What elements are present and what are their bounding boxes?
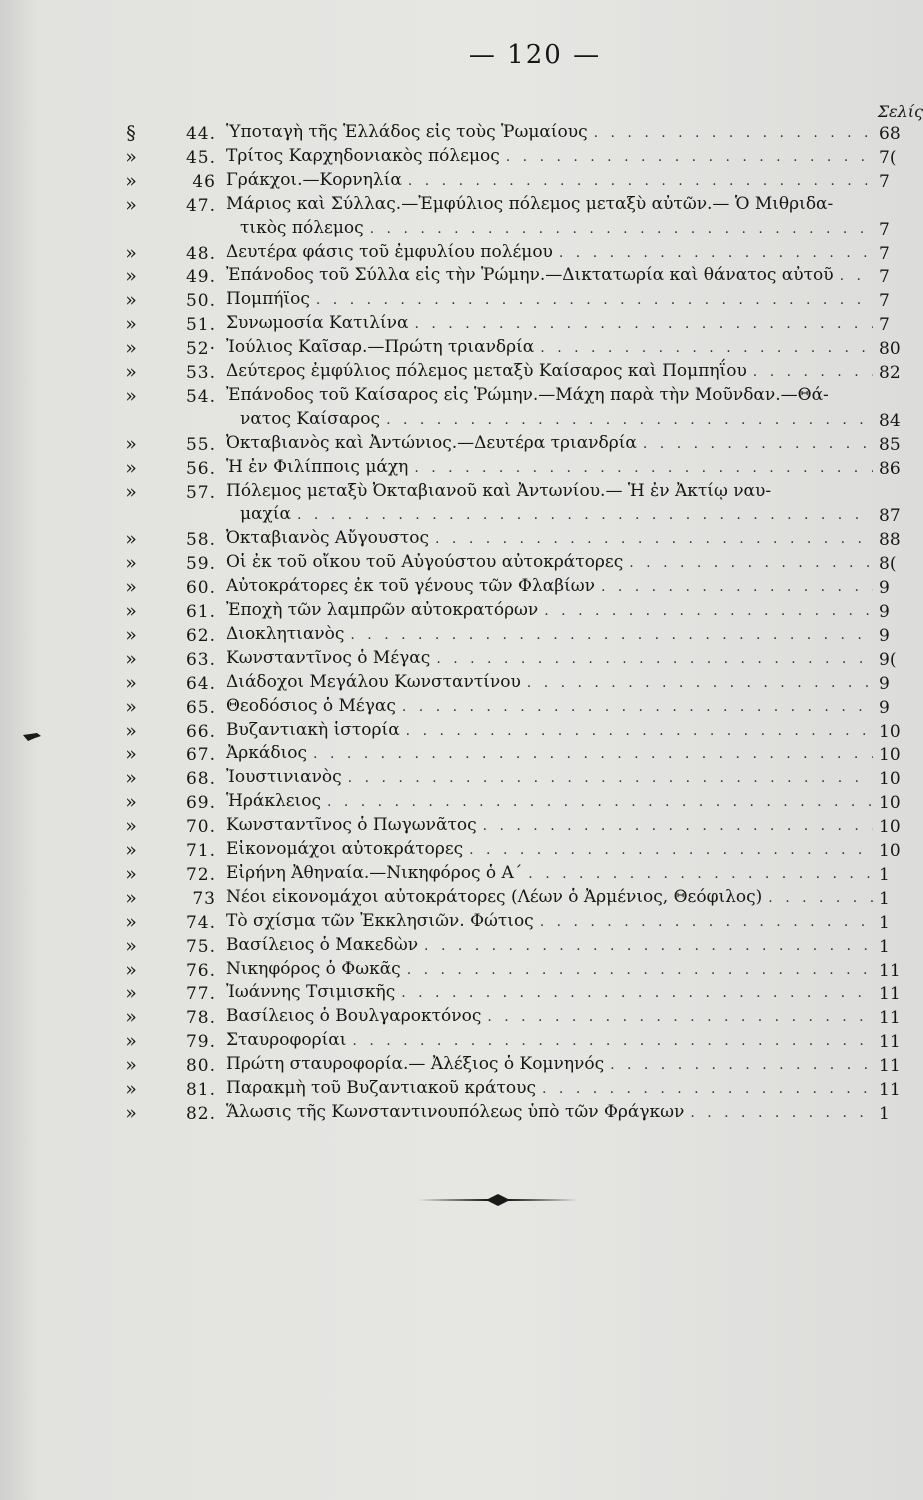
toc-entry-page: 7 — [879, 315, 890, 336]
toc-entry-page: 88 — [879, 530, 901, 551]
toc-entry-title-line — [226, 767, 873, 787]
toc-entry-title: Ἰουστινιανὸς — [226, 767, 342, 788]
toc-entry-number: 77. — [185, 984, 216, 1005]
toc-entry-number: 81. — [185, 1080, 216, 1100]
toc-entry-mark: » — [125, 265, 137, 288]
toc-entry-page: 11 — [879, 960, 901, 981]
toc-entry-number: 56. — [185, 458, 216, 479]
toc-entry-title: Ἡράκλειος — [226, 791, 321, 812]
toc-entry — [0, 526, 923, 550]
toc-entry-title-line — [226, 122, 873, 142]
toc-entry-number: 46 — [192, 171, 216, 192]
toc-entry-title-line — [226, 743, 873, 763]
toc-entry-title-line — [226, 457, 873, 477]
toc-entry-page: 9 — [879, 673, 890, 694]
toc-entry-page: 9 — [879, 578, 890, 599]
toc-entry-page: 82 — [879, 363, 901, 383]
toc-entry-mark: » — [125, 886, 137, 909]
toc-entry-mark: » — [125, 480, 137, 503]
toc-entry — [0, 622, 923, 646]
dot-leader — [370, 221, 873, 237]
toc-entry-page: 10 — [879, 793, 901, 814]
toc-entry-number: 44. — [185, 124, 216, 144]
toc-entry-number: 71. — [185, 841, 216, 861]
toc-entry-title: Αὐτοκράτορες ἐκ τοῦ γένους τῶν Φλαβίων — [226, 576, 595, 597]
toc-entry-title-line — [226, 361, 873, 381]
dot-leader — [401, 985, 873, 1001]
toc-entry-mark: » — [125, 1101, 137, 1124]
dot-leader — [643, 436, 873, 452]
ornament-divider-icon — [418, 1193, 578, 1207]
dot-leader — [540, 914, 873, 930]
toc-entry — [0, 933, 923, 957]
dot-leader — [415, 316, 874, 332]
dot-leader — [414, 460, 873, 476]
dot-leader — [527, 675, 873, 691]
toc-entry-title-line — [226, 170, 873, 190]
dot-leader — [402, 699, 873, 715]
toc-entry-mark: » — [125, 623, 137, 646]
toc-entry-title-line — [226, 1102, 873, 1122]
toc-entry — [0, 1052, 923, 1076]
toc-entry-number: 73 — [192, 888, 216, 909]
toc-entry-number: 49. — [185, 267, 216, 288]
toc-entry — [0, 718, 923, 742]
toc-entry-title-continuation-line — [240, 409, 873, 429]
toc-entry-title-line — [226, 337, 873, 357]
toc-entry-title-line — [226, 1054, 873, 1074]
toc-entry — [0, 574, 923, 598]
toc-entry-number: 76. — [185, 960, 216, 981]
toc-entry-title-line — [226, 481, 873, 501]
toc-entry-number: 55. — [185, 434, 216, 455]
toc-entry-title-line — [226, 624, 873, 644]
toc-entry — [0, 765, 923, 789]
page-column-header: Σελίς — [877, 102, 923, 121]
toc-entry-mark: » — [125, 647, 137, 670]
dot-leader — [297, 507, 873, 523]
toc-entry — [0, 813, 923, 837]
toc-entry — [0, 1004, 923, 1028]
dot-leader — [424, 938, 873, 954]
toc-entry — [0, 383, 923, 431]
dot-leader — [768, 890, 873, 906]
toc-entry-mark: » — [125, 576, 137, 599]
toc-entry-number: 66. — [185, 721, 216, 742]
toc-entry-title: Ὀκταβιανὸς Αὔγουστος — [226, 528, 430, 549]
toc-entry-number: 54. — [185, 386, 216, 407]
toc-entry-page: 7 — [879, 243, 890, 264]
toc-entry-page: 87 — [879, 506, 901, 527]
toc-entry-title: Διοκλητιανὸς — [226, 623, 345, 644]
toc-entry-number: 61. — [185, 602, 216, 622]
toc-entry-page: 7( — [879, 147, 897, 168]
toc-entry — [0, 670, 923, 694]
toc-entry-mark: » — [125, 456, 137, 479]
toc-entry-title-line — [226, 887, 873, 907]
toc-entry — [0, 550, 923, 574]
toc-entry-title-line — [226, 911, 873, 931]
toc-entry-title: Ἐπάνοδος τοῦ Καίσαρος εἰς Ῥώμην.—Μάχη παρὰ τὴν Μοῦνδαν.—Θά- — [226, 384, 829, 405]
toc-entry-title-line — [226, 385, 873, 405]
toc-entry-page: 11 — [879, 1008, 901, 1029]
toc-entry — [0, 598, 923, 622]
toc-entry — [0, 694, 923, 718]
toc-entry-title-line — [226, 815, 873, 835]
toc-entry-page: 11 — [879, 1056, 901, 1077]
toc-entry-number: 63. — [185, 649, 216, 670]
dot-leader — [348, 770, 873, 786]
toc-entry-number: 53. — [185, 363, 216, 383]
dot-leader — [407, 962, 873, 978]
toc-entry-number: 74. — [185, 912, 216, 933]
toc-entry-number: 64. — [185, 673, 216, 694]
dot-leader — [386, 412, 873, 428]
dot-leader — [352, 1033, 873, 1049]
toc-entry-title-line — [226, 576, 873, 596]
toc-entry-title-line — [226, 242, 873, 262]
dot-leader — [540, 340, 873, 356]
toc-entry-number: 47. — [185, 195, 216, 216]
toc-entry-title: Τὸ σχίσμα τῶν Ἐκκλησιῶν. Φώτιος — [226, 910, 534, 931]
dot-leader — [544, 603, 873, 619]
toc-entry-title-line — [226, 696, 873, 716]
dot-leader — [487, 1009, 873, 1025]
toc-entry-mark: » — [125, 695, 137, 718]
toc-entry-title-line — [226, 313, 873, 333]
toc-entry-page: 9 — [879, 602, 890, 622]
toc-entry-page: 84 — [879, 410, 901, 431]
toc-entry — [0, 885, 923, 909]
toc-entry-title-continuation: νατος Καίσαρος — [240, 408, 381, 429]
toc-entry-mark: » — [125, 1054, 137, 1077]
dot-leader — [350, 627, 873, 643]
toc-entry-mark: » — [125, 1078, 137, 1100]
toc-entry-title: Κωνσταντῖνος ὁ Μέγας — [226, 647, 431, 668]
dot-leader — [408, 173, 873, 189]
toc-entry-page: 11 — [879, 984, 901, 1005]
toc-entry-title-line — [226, 146, 873, 166]
toc-entry-number: 65. — [185, 697, 216, 718]
toc-entry-mark: » — [125, 1030, 137, 1053]
toc-entry-title-line — [226, 1030, 873, 1050]
toc-entry-title: Βυζαντιακὴ ἱστορία — [226, 719, 400, 740]
toc-entry-title: Θεοδόσιος ὁ Μέγας — [226, 695, 396, 716]
toc-entry-number: 60. — [185, 578, 216, 599]
toc-entry-title-line — [226, 600, 873, 620]
toc-entry-mark: » — [125, 815, 137, 838]
toc-entry-page: 7 — [879, 219, 890, 240]
toc-entry-mark: » — [125, 145, 137, 168]
toc-entry-page: 10 — [879, 721, 901, 742]
toc-entry — [0, 431, 923, 455]
toc-entry — [0, 287, 923, 311]
toc-entry-title-line — [226, 552, 873, 572]
dot-leader — [601, 579, 873, 595]
toc-entry-mark: » — [125, 1006, 137, 1029]
dot-leader — [469, 842, 873, 858]
toc-entry-mark: » — [125, 862, 137, 885]
toc-entry-page: 7 — [879, 267, 890, 288]
toc-entry-page: 1 — [879, 912, 890, 933]
dot-leader — [690, 1105, 873, 1121]
toc-entry — [0, 1076, 923, 1100]
toc-entry-title: Δεύτερος ἐμφύλιος πόλεμος μεταξὺ Καίσαρος καὶ Πομπηΐου — [226, 361, 747, 381]
dot-leader — [483, 818, 873, 834]
toc-entry-number: 67. — [185, 745, 216, 766]
toc-entry-mark: » — [125, 839, 137, 861]
toc-entry-page: 10 — [879, 841, 901, 861]
toc-entry — [0, 144, 923, 168]
toc-entry-number: 50. — [185, 291, 216, 312]
toc-entry — [0, 240, 923, 264]
toc-entry-title: Ἐπάνοδος τοῦ Σύλλα εἰς τὴν Ῥώμην.—Δικτατωρία καὶ θάνατος αὐτοῦ — [226, 265, 834, 286]
toc-entry-page: 1 — [879, 864, 890, 885]
toc-entry-number: 79. — [185, 1032, 216, 1053]
toc-entry — [0, 479, 923, 527]
stray-ink-mark-icon — [22, 730, 42, 742]
dot-leader — [629, 555, 873, 571]
toc-entry-mark: » — [125, 910, 137, 933]
toc-entry-title-line — [226, 791, 873, 811]
toc-entry-title-line — [226, 265, 873, 285]
toc-entry — [0, 1028, 923, 1052]
toc-entry-title-line — [226, 1006, 873, 1026]
toc-entry-page: 10 — [879, 817, 901, 838]
toc-entry-title-line — [226, 935, 873, 955]
toc-entry-number: 78. — [185, 1008, 216, 1029]
toc-entry-title: Ἰωάννης Τσιμισκῆς — [226, 982, 396, 1003]
toc-entry-mark: » — [125, 289, 137, 312]
toc-entry-page: 1 — [879, 888, 890, 909]
toc-entry — [0, 980, 923, 1004]
toc-entry-page: 85 — [879, 434, 901, 455]
toc-entry-page: 86 — [879, 458, 901, 479]
toc-entry-title: Πόλεμος μεταξὺ Ὀκταβιανοῦ καὶ Ἀντωνίου.— Ἡ ἐν Ἀκτίῳ ναυ- — [226, 480, 772, 501]
page-number: — 120 — — [468, 40, 602, 70]
toc-entry-page: 1 — [879, 1103, 890, 1124]
toc-entry-title-line — [226, 720, 873, 740]
dot-leader — [542, 1081, 873, 1097]
toc-entry-title: Βασίλειος ὁ Μακεδὼν — [226, 934, 419, 955]
toc-entry-title-line — [226, 433, 873, 453]
toc-entry-mark: » — [125, 337, 137, 360]
toc-entry-number: 59. — [185, 554, 216, 575]
toc-entry-title: Δευτέρα φάσις τοῦ ἐμφυλίου πολέμου — [226, 241, 553, 262]
toc-entry-number: 57. — [185, 482, 216, 503]
toc-entry-page: 7 — [879, 291, 890, 312]
toc-entry-mark: » — [125, 934, 137, 957]
toc-entry-mark: » — [125, 528, 137, 551]
toc-entry-title-line — [226, 959, 873, 979]
dot-leader — [313, 746, 873, 762]
toc-entry-page: 9 — [879, 697, 890, 718]
toc-entry — [0, 646, 923, 670]
toc-entry-title: Τρίτος Καρχηδονιακὸς πόλεμος — [226, 145, 500, 166]
toc-entry-page: 1 — [879, 936, 890, 957]
toc-entry-title: Ἐποχὴ τῶν λαμπρῶν αὐτοκρατόρων — [226, 600, 539, 620]
toc-entry-title-line — [226, 528, 873, 548]
toc-entry-mark: » — [125, 671, 137, 694]
toc-entry-mark: » — [125, 767, 137, 790]
toc-entry-mark: » — [125, 313, 137, 336]
toc-entry-title: Κωνσταντῖνος ὁ Πωγωνᾶτος — [226, 815, 477, 836]
toc-entry-title: Ὑποταγὴ τῆς Ἑλλάδος εἰς τοὺς Ῥωμαίους — [226, 122, 588, 142]
toc-entry-mark: » — [125, 600, 137, 622]
toc-entry-mark: § — [126, 122, 136, 144]
toc-entry-mark: » — [125, 791, 137, 814]
toc-entry-title: Σταυροφορίαι — [226, 1030, 347, 1051]
toc-entry-mark: » — [125, 719, 137, 742]
toc-entry-title-continuation-line — [240, 504, 873, 524]
toc-entry — [0, 957, 923, 981]
dot-leader — [406, 723, 873, 739]
toc-entry-title: Παρακμὴ τοῦ Βυζαντιακοῦ κράτους — [226, 1078, 537, 1098]
toc-entry-title: Πρώτη σταυροφορία.— Ἀλέξιος ὁ Κομνηνός — [226, 1054, 605, 1075]
toc-entry-title: Εἰρήνη Ἀθηναία.—Νικηφόρος ὁ Α΄ — [226, 862, 523, 883]
toc-entry-title-line — [226, 672, 873, 692]
toc-entry — [0, 837, 923, 861]
dot-leader — [753, 364, 873, 380]
toc-entry — [0, 741, 923, 765]
toc-entry — [0, 335, 923, 359]
toc-entry-mark: » — [125, 241, 137, 264]
toc-entry-title: Ἰούλιος Καῖσαρ.—Πρώτη τριανδρία — [226, 337, 535, 358]
dot-leader — [435, 531, 873, 547]
toc-entry-page: 80 — [879, 339, 901, 360]
toc-entry-number: 48. — [185, 243, 216, 264]
toc-entry-mark: » — [125, 361, 137, 383]
toc-entry-number: 72. — [185, 864, 216, 885]
toc-entry-page: 68 — [879, 124, 901, 144]
toc-entry — [0, 263, 923, 287]
dot-leader — [559, 245, 873, 261]
toc-entry-page: 9( — [879, 649, 897, 670]
toc-entry-title: Γράκχοι.—Κορνηλία — [226, 169, 402, 190]
toc-entry-title: Πομπήϊος — [226, 289, 310, 310]
toc-entry-title: Νικηφόρος ὁ Φωκᾶς — [226, 958, 401, 979]
toc-entry-title: Μάριος καὶ Σύλλας.—Ἐμφύλιος πόλεμος μεταξὺ αὐτῶν.— Ὁ Μιθριδα- — [226, 193, 834, 214]
toc-entry-number: 69. — [185, 793, 216, 814]
toc-entry-title: Ἡ ἐν Φιλίπποις μάχη — [226, 456, 409, 477]
toc-entry-title: Ἅλωσις τῆς Κωνσταντινουπόλεως ὑπὸ τῶν Φράγκων — [226, 1101, 685, 1122]
toc-entry-title-line — [226, 648, 873, 668]
toc-entry-page: 7 — [879, 171, 890, 192]
toc-entry-title-line — [226, 839, 873, 859]
toc-entry-mark: » — [125, 193, 137, 216]
toc-entry-mark: » — [125, 743, 137, 766]
toc-entry-title-continuation-line — [240, 218, 873, 238]
toc-entry-number: 82. — [185, 1103, 216, 1124]
toc-entry-title: Εἰκονομάχοι αὐτοκράτορες — [226, 839, 464, 859]
dot-leader — [840, 268, 873, 284]
toc-entry — [0, 455, 923, 479]
toc-entry-number: 52· — [185, 339, 216, 360]
toc-entry-page: 11 — [879, 1032, 901, 1053]
dot-leader — [610, 1057, 873, 1073]
toc-entry-mark: » — [125, 982, 137, 1005]
toc-entry-mark: » — [125, 958, 137, 981]
toc-entry-title: Διάδοχοι Μεγάλου Κωνσταντίνου — [226, 671, 521, 692]
toc-entry-mark: » — [125, 552, 137, 575]
toc-entry-title-line — [226, 982, 873, 1002]
toc-entry-number: 70. — [185, 817, 216, 838]
toc-entry — [0, 192, 923, 240]
toc-entry-title: Συνωμοσία Κατιλίνα — [226, 313, 409, 334]
toc-entry-mark: » — [125, 384, 137, 407]
toc-entry-title-line — [226, 1078, 873, 1098]
toc-entry-page: 10 — [879, 769, 901, 790]
toc-entry-title: Νέοι εἰκονομάχοι αὐτοκράτορες (Λέων ὁ Ἀρμένιος, Θεόφιλος) — [226, 886, 763, 907]
toc-entry — [0, 909, 923, 933]
toc-entry-number: 75. — [185, 936, 216, 957]
toc-entry-mark: » — [125, 169, 137, 192]
toc-entry-title: Ἀρκάδιος — [226, 743, 308, 764]
toc-entry-number: 80. — [185, 1056, 216, 1077]
toc-entry-mark: » — [125, 432, 137, 455]
toc-entry — [0, 311, 923, 335]
toc-entry-title-continuation: μαχία — [240, 504, 291, 525]
toc-entry — [0, 789, 923, 813]
toc-entry-page: 9 — [879, 625, 890, 646]
dot-leader — [594, 125, 873, 141]
toc-entry — [0, 168, 923, 192]
toc-entry-page: 10 — [879, 745, 901, 766]
toc-entry — [0, 861, 923, 885]
dot-leader — [528, 866, 873, 882]
toc-entry — [0, 359, 923, 383]
toc-entry-page: 11 — [879, 1080, 901, 1100]
dot-leader — [316, 292, 873, 308]
dot-leader — [506, 149, 873, 165]
toc-entry-title: Οἱ ἐκ τοῦ οἴκου τοῦ Αὐγούστου αὐτοκράτορες — [226, 552, 624, 573]
toc-entry — [0, 120, 923, 144]
toc-entry-title-line — [226, 863, 873, 883]
toc-entry-number: 51. — [185, 315, 216, 336]
toc-entry-title-continuation: τικὸς πόλεμος — [240, 217, 364, 238]
toc-entry-title: Ὀκταβιανὸς καὶ Ἀντώνιος.—Δευτέρα τριανδρία — [226, 432, 637, 453]
toc-entry-title-line — [226, 194, 873, 214]
toc-entry-number: 45. — [185, 147, 216, 168]
toc-entry-page: 8( — [879, 554, 897, 575]
toc-entry-number: 62. — [185, 625, 216, 646]
toc-entry-title: Βασίλειος ὁ Βουλγαροκτόνος — [226, 1006, 482, 1027]
dot-leader — [436, 651, 873, 667]
toc-entry-number: 68. — [185, 769, 216, 790]
toc-entry — [0, 1100, 923, 1124]
toc-entry-number: 58. — [185, 530, 216, 551]
dot-leader — [327, 794, 873, 810]
toc-entry-title-line — [226, 289, 873, 309]
